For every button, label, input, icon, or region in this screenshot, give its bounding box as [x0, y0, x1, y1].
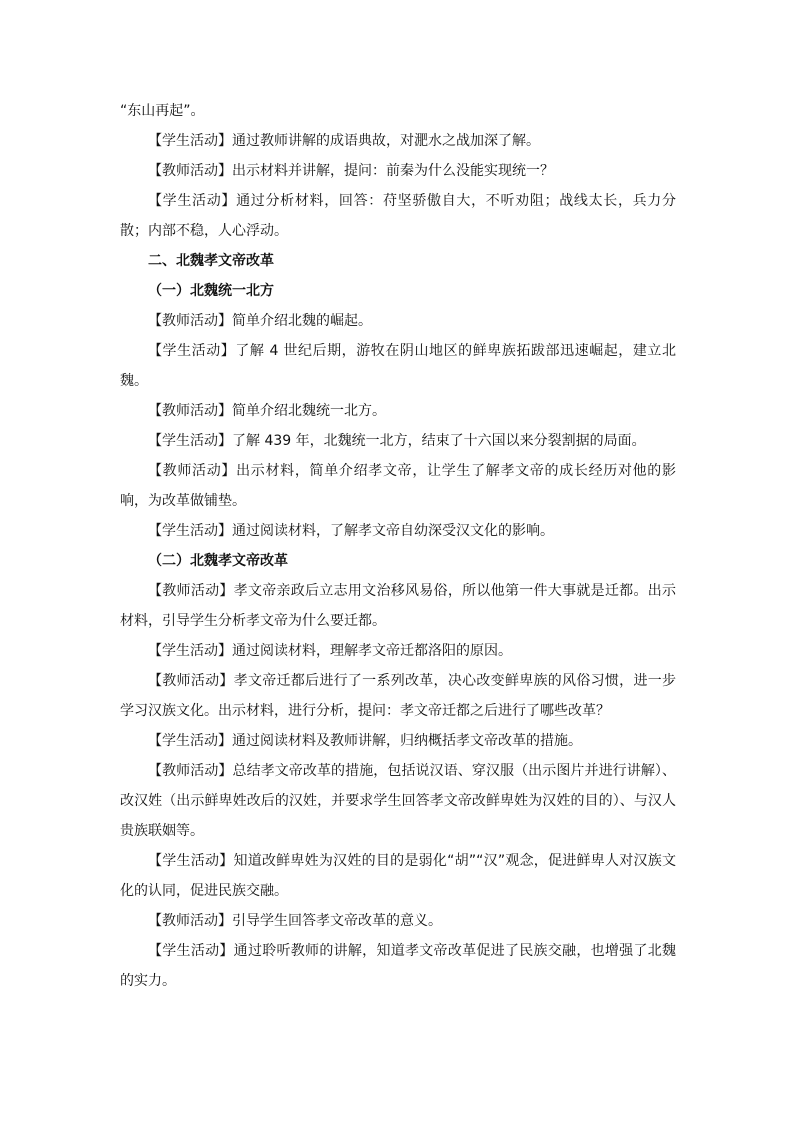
- paragraph-12: 【学生活动】通过阅读材料，了解孝文帝自幼深受汉文化的影响。: [148, 523, 554, 539]
- paragraph-2: 【学生活动】通过教师讲解的成语典故，对淝水之战加深了解。: [148, 133, 540, 149]
- paragraph-8: 【学生活动】了解 4 世纪后期，游牧在阴山地区的鲜卑族拓跋部迅速崛起，建立北魏。: [120, 343, 676, 389]
- paragraph-14: 【教师活动】孝文帝亲政后立志用文治移风易俗，所以他第一件大事就是迁都。出示材料，引导学生分析孝文帝为什么要迁都。: [120, 583, 676, 629]
- paragraph-10: 【学生活动】了解 439 年，北魏统一北方，结束了十六国以来分裂割据的局面。: [148, 433, 646, 449]
- document-body: [120, 96, 676, 996]
- paragraph-18: 【教师活动】总结孝文帝改革的措施，包括说汉语、穿汉服（出示图片并进行讲解）、改汉姓（出示鲜卑姓改后的汉姓，并要求学生回答孝文帝改鲜卑姓为汉姓的目的）、与汉人贵族联姻等。: [120, 763, 676, 839]
- subsection-heading-2: （二）北魏孝文帝改革: [148, 553, 288, 569]
- paragraph-19: 【学生活动】知道改鲜卑姓为汉姓的目的是弱化“胡”“汉”观念，促进鲜卑人对汉族文化的认同，促进民族交融。: [120, 853, 676, 899]
- paragraph-9: 【教师活动】简单介绍北魏统一北方。: [148, 403, 386, 419]
- subsection-heading-1: （一）北魏统一北方: [148, 283, 274, 299]
- paragraph-17: 【学生活动】通过阅读材料及教师讲解，归纳概括孝文帝改革的措施。: [148, 733, 582, 749]
- paragraph-7: 【教师活动】简单介绍北魏的崛起。: [148, 313, 372, 329]
- paragraph-11: 【教师活动】出示材料，简单介绍孝文帝，让学生了解孝文帝的成长经历对他的影响，为改革做铺垫。: [120, 463, 676, 509]
- paragraph-21: 【学生活动】通过聆听教师的讲解，知道孝文帝改革促进了民族交融，也增强了北魏的实力。: [120, 943, 676, 989]
- paragraph-1: “东山再起”。: [120, 103, 205, 119]
- paragraph-15: 【学生活动】通过阅读材料，理解孝文帝迁都洛阳的原因。: [148, 643, 512, 659]
- section-heading: 二、北魏孝文帝改革: [148, 253, 274, 269]
- paragraph-16: 【教师活动】孝文帝迁都后进行了一系列改革，决心改变鲜卑族的风俗习惯，进一步学习汉族文化。出示材料，进行分析，提问：孝文帝迁都之后进行了哪些改革？: [120, 673, 676, 719]
- paragraph-20: 【教师活动】引导学生回答孝文帝改革的意义。: [148, 913, 442, 929]
- paragraph-3: 【教师活动】出示材料并讲解，提问：前秦为什么没能实现统一？: [148, 163, 554, 179]
- paragraph-4: 【学生活动】通过分析材料，回答：苻坚骄傲自大，不听劝阻；战线太长，兵力分散；内部不稳，人心浮动。: [120, 193, 676, 239]
